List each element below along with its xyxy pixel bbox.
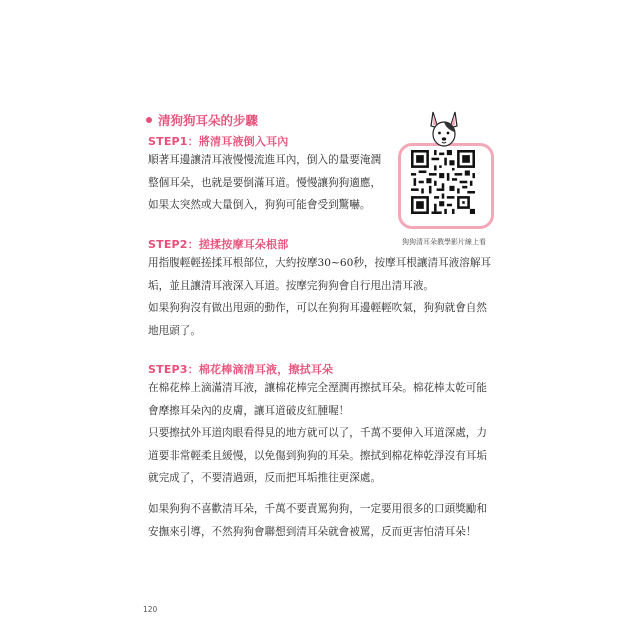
page-number: 120 xyxy=(143,605,158,614)
paragraph-line: 用指腹輕輕搓揉耳根部位，大約按摩30~60秒，按摩耳根讓清耳液溶解耳 xyxy=(148,257,492,269)
qr-code-icon[interactable] xyxy=(411,150,475,214)
paragraph-line: 道要非常輕柔且緩慢，以免傷到狗狗的耳朵。擦拭到棉花棒乾淨沒有耳垢 xyxy=(148,449,487,462)
section-heading-text: 清狗狗耳朵的步驟 xyxy=(158,113,259,128)
paragraph-line: 安撫來引導，不然狗狗會聯想到清耳朵就會被罵，反而更害怕清耳朵！ xyxy=(148,525,477,538)
step1-paragraph xyxy=(148,149,381,217)
step3-paragraph xyxy=(148,377,487,490)
paragraph-line: 會摩擦耳朵內的皮膚，讓耳道破皮紅腫喔！ xyxy=(148,404,350,417)
bullet-dot-icon xyxy=(146,117,152,123)
step3-title: STEP3：棉花棒滴清耳液，擦拭耳朵 xyxy=(148,363,334,376)
paragraph-line: 垢，並且讓清耳液深入耳道。按摩完狗狗會自行甩出清耳液。 xyxy=(148,279,435,292)
paragraph-line: 整個耳朵，也就是要倒滿耳道。慢慢讓狗狗適應， xyxy=(148,176,382,189)
dog-illustration-icon xyxy=(424,108,464,152)
paragraph-line: 地甩頭了。 xyxy=(148,324,201,337)
paragraph-line: 如果太突然或大量倒入，狗狗可能會受到驚嚇。 xyxy=(148,199,371,211)
section-heading xyxy=(146,111,258,129)
step1-title: STEP1：將清耳液倒入耳內 xyxy=(148,135,289,148)
paragraph-line: 只要擦拭外耳道肉眼看得見的地方就可以了，千萬不要伸入耳道深處，力 xyxy=(148,427,487,439)
qr-caption: 狗狗清耳朵教學影片線上看 xyxy=(402,238,486,246)
paragraph-line: 如果狗狗不喜歡清耳朵，千萬不要責罵狗狗，一定要用很多的口頭獎勵和 xyxy=(148,503,487,515)
step2-paragraph xyxy=(148,252,491,342)
paragraph-line: 在棉花棒上滴滿清耳液，讓棉花棒完全溼潤再擦拭耳朵。棉花棒太乾可能 xyxy=(148,382,487,394)
paragraph-line: 順著耳邊讓清耳液慢慢流進耳內，倒入的量要淹潤 xyxy=(148,154,382,166)
step2-title: STEP2：搓揉按摩耳朵根部 xyxy=(148,238,289,251)
closing-paragraph xyxy=(148,498,487,543)
paragraph-line: 就完成了，不要清過頭，反而把耳垢推往更深處。 xyxy=(148,472,382,484)
paragraph-line: 如果狗狗沒有做出甩頭的動作，可以在狗狗耳邊輕輕吹氣，狗狗就會自然 xyxy=(148,302,487,314)
